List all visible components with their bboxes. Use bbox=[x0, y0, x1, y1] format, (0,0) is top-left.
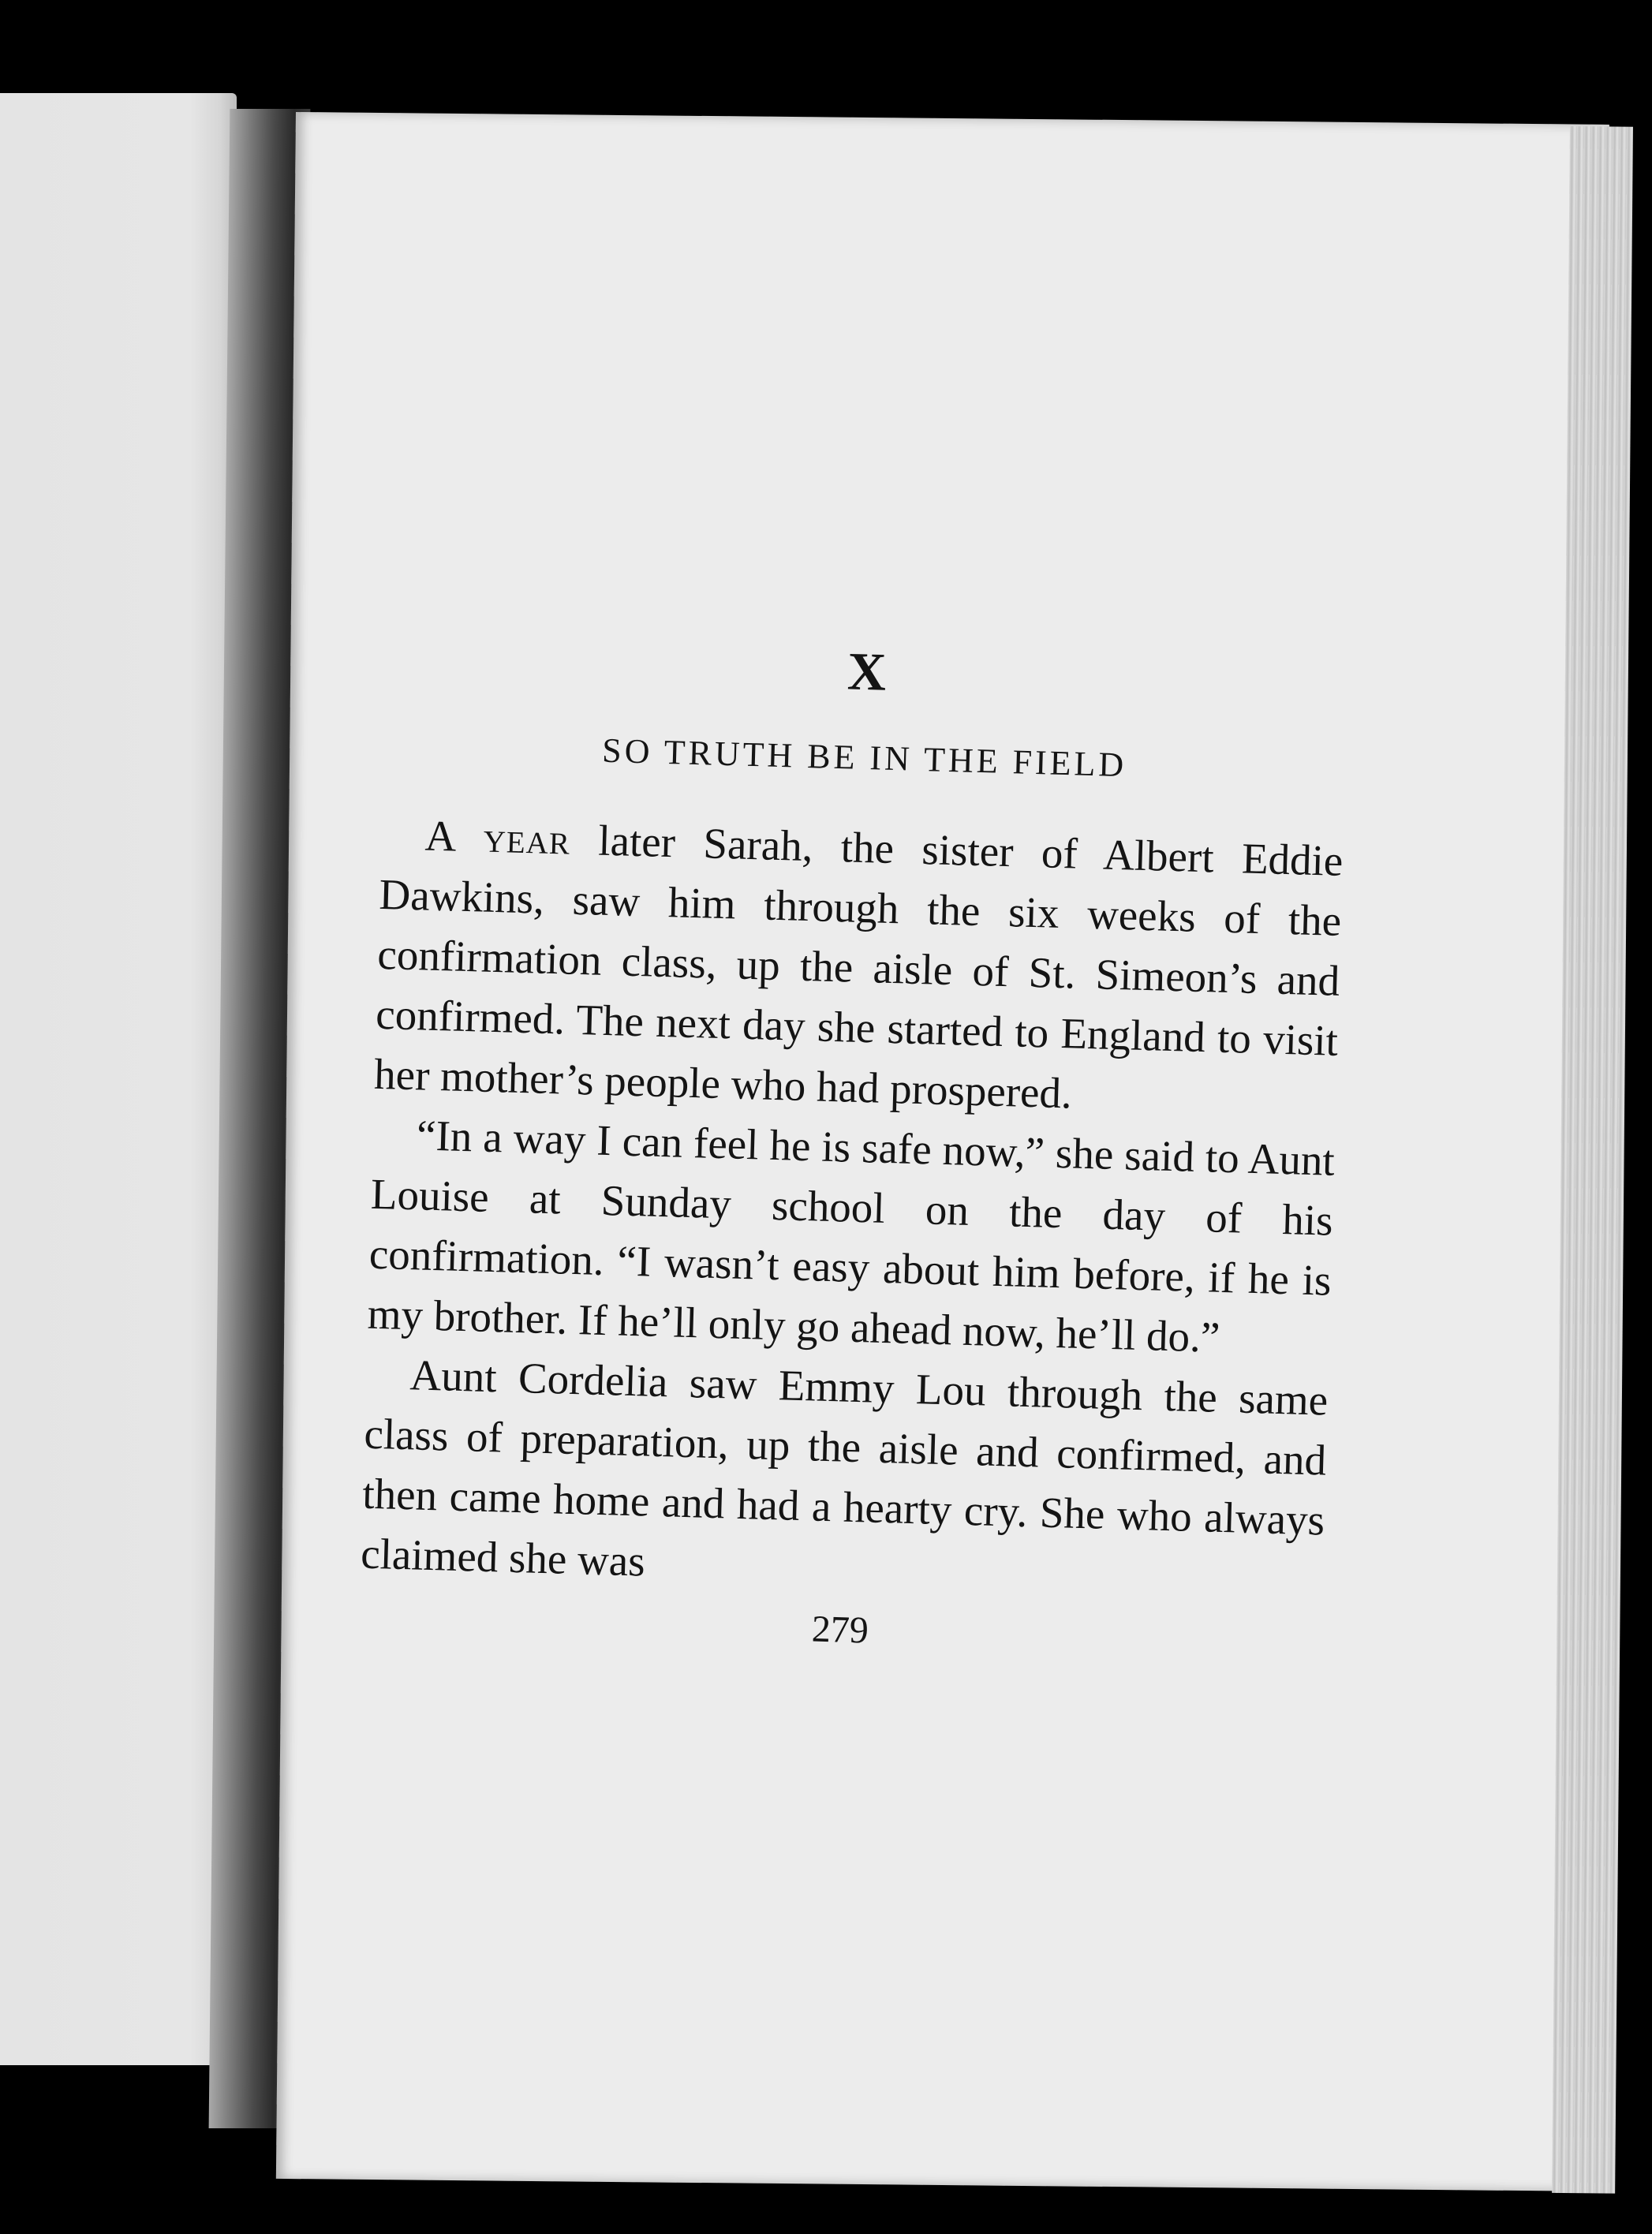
paragraph-2: “In a way I can feel he is safe now,” she said to Aunt Louise at Sunday school on the day of his confirmation. “I wasn’t easy about him before, if he is my brother. If he’ll only go ahead now, he’ll do.” bbox=[366, 1111, 1336, 1362]
page-number: 279 bbox=[811, 1608, 869, 1652]
chapter-number: X bbox=[847, 641, 888, 702]
paragraph-1-lead: A year bbox=[424, 811, 571, 864]
chapter-title: SO TRUTH BE IN THE FIELD bbox=[601, 730, 1127, 785]
paragraph-1 bbox=[373, 805, 1344, 1131]
page-text bbox=[358, 631, 1348, 1665]
left-page bbox=[0, 93, 237, 2065]
paragraph-3: Aunt Cordelia saw Emmy Lou through the same class of preparation, up the aisle and confirmed, and then came home and had a hearty cry. She who always claimed she was bbox=[360, 1350, 1329, 1586]
paragraph-1-body: later Sarah, the sister of Albert Eddie Dawkins, saw him through the six weeks of the confirmation class, up the aisle of St. Simeon’s and confirmed. The next day she started to England to visit her mother’s people who had prospered. bbox=[373, 816, 1344, 1118]
